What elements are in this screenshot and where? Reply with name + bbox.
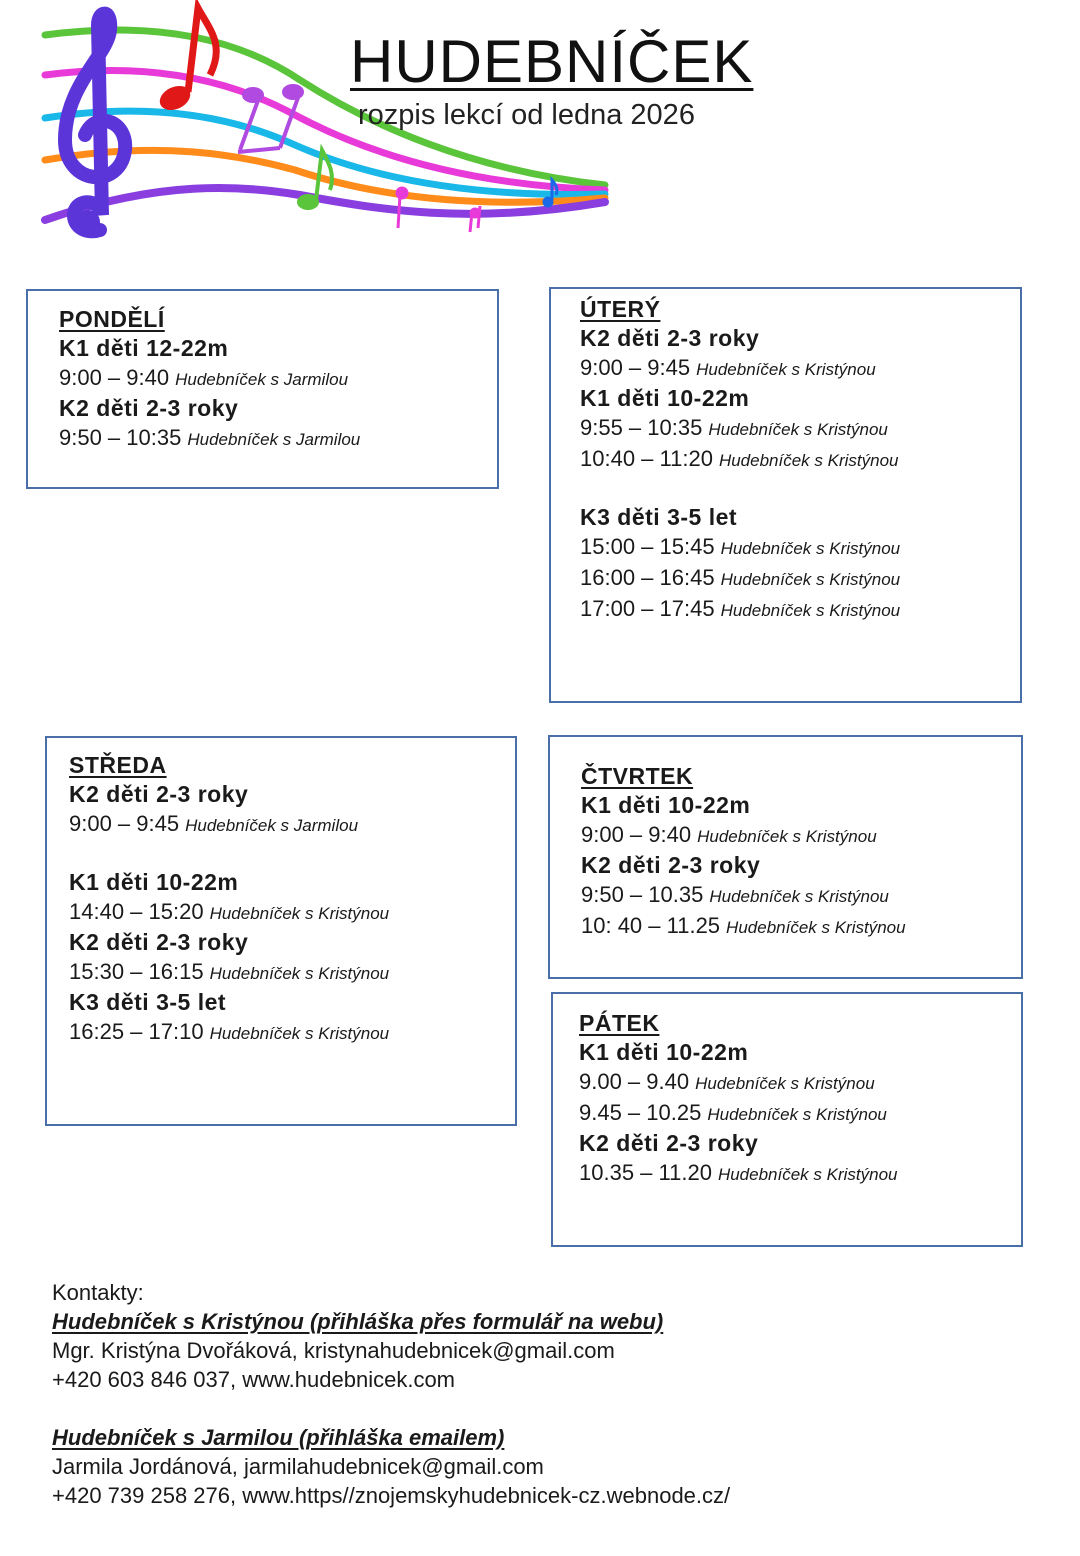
slot-time: 10.35 – 11.20: [579, 1160, 712, 1185]
slot-teacher: Hudebníček s Kristýnou: [697, 827, 877, 846]
slot-time: 9:00 – 9:40: [59, 365, 170, 390]
slot-time: 9:00 – 9:45: [69, 811, 180, 836]
group-label: K3 děti 3-5 let: [580, 504, 738, 530]
contact-jarmila-title: Hudebníček s Jarmilou (přihláška emailem): [52, 1425, 505, 1450]
slot-time: 15:30 – 16:15: [69, 959, 204, 984]
time-slot: [580, 532, 900, 563]
slot-teacher: Hudebníček s Kristýnou: [708, 420, 888, 439]
slot-time: 9:50 – 10:35: [59, 425, 182, 450]
group-label: K2 děti 2-3 roky: [580, 325, 760, 351]
time-slot: [580, 413, 900, 444]
time-slot: [579, 1098, 897, 1129]
slot-teacher: Hudebníček s Kristýnou: [720, 601, 901, 620]
group-label: K1 děti 10-22m: [580, 385, 750, 411]
slot-teacher: Hudebníček s Kristýnou: [209, 964, 390, 983]
tuesday-schedule: [580, 295, 900, 625]
slot-teacher: Hudebníček s Kristýnou: [707, 1105, 887, 1124]
slot-teacher: Hudebníček s Kristýnou: [709, 887, 889, 906]
group-label: K2 děti 2-3 roky: [69, 929, 249, 955]
day-name: STŘEDA: [69, 752, 167, 778]
group-label: K2 děti 2-3 roky: [581, 852, 761, 878]
time-slot: [580, 594, 900, 625]
group-label: K3 děti 3-5 let: [69, 989, 227, 1015]
slot-teacher: Hudebníček s Kristýnou: [720, 570, 901, 589]
slot-time: 16:25 – 17:10: [69, 1019, 204, 1044]
time-slot: [580, 444, 900, 475]
time-slot: [69, 809, 389, 840]
slot-time: 9:00 – 9:40: [581, 822, 692, 847]
time-slot: [59, 423, 360, 454]
slot-teacher: Hudebníček s Kristýnou: [209, 1024, 390, 1043]
group-label: K2 děti 2-3 roky: [69, 781, 249, 807]
wednesday-schedule: [69, 751, 389, 1048]
day-name: ČTVRTEK: [581, 763, 694, 789]
time-slot: [69, 1017, 389, 1048]
slot-time: 16:00 – 16:45: [580, 565, 715, 590]
group-label: K1 děti 10-22m: [69, 869, 239, 895]
thursday-schedule: [581, 762, 906, 942]
time-slot: [69, 957, 389, 988]
spacer: [580, 475, 900, 503]
slot-time: 9.00 – 9.40: [579, 1069, 690, 1094]
time-slot: [581, 911, 906, 942]
monday-schedule: [59, 305, 360, 454]
slot-time: 10:40 – 11:20: [580, 446, 713, 471]
slot-teacher: Hudebníček s Kristýnou: [718, 451, 899, 470]
time-slot: [580, 563, 900, 594]
contact-kristyna-title: Hudebníček s Kristýnou (přihláška přes formulář na webu): [52, 1309, 664, 1334]
time-slot: [59, 363, 360, 394]
slot-teacher: Hudebníček s Kristýnou: [726, 918, 906, 937]
slot-time: 9:55 – 10:35: [580, 415, 703, 440]
contacts-heading: Kontakty:: [52, 1280, 144, 1305]
slot-time: 9.45 – 10.25: [579, 1100, 702, 1125]
contacts-section: [52, 1278, 1052, 1510]
day-name: PÁTEK: [579, 1010, 660, 1036]
day-name: ÚTERÝ: [580, 296, 661, 322]
group-label: K1 děti 12-22m: [59, 335, 229, 361]
contact-kristyna-line1[interactable]: Mgr. Kristýna Dvořáková, kristynahudebnicek@gmail.com: [52, 1338, 615, 1363]
contact-kristyna-line2[interactable]: +420 603 846 037, www.hudebnicek.com: [52, 1367, 456, 1392]
slot-time: 9:50 – 10.35: [581, 882, 704, 907]
slot-time: 15:00 – 15:45: [580, 534, 715, 559]
page-subtitle: rozpis lekcí od ledna 2026: [358, 99, 695, 131]
contact-jarmila-line2[interactable]: +420 739 258 276, www.https//znojemskyhudebnicek-cz.webnode.cz/: [52, 1483, 731, 1508]
page-title: HUDEBNÍČEK: [350, 28, 754, 95]
day-name: PONDĚLÍ: [59, 306, 165, 332]
time-slot: [69, 897, 389, 928]
time-slot: [581, 880, 906, 911]
slot-time: 10: 40 – 11.25: [581, 913, 721, 938]
slot-time: 14:40 – 15:20: [69, 899, 204, 924]
slot-teacher: Hudebníček s Jarmilou: [185, 816, 359, 835]
slot-teacher: Hudebníček s Jarmilou: [187, 430, 361, 449]
group-label: K2 děti 2-3 roky: [59, 395, 239, 421]
friday-schedule: [579, 1009, 897, 1189]
slot-teacher: Hudebníček s Kristýnou: [717, 1165, 898, 1184]
slot-teacher: Hudebníček s Kristýnou: [695, 1074, 875, 1093]
contact-jarmila-line1[interactable]: Jarmila Jordánová, jarmilahudebnicek@gmail.com: [52, 1454, 544, 1479]
slot-teacher: Hudebníček s Jarmilou: [175, 370, 349, 389]
group-label: K1 děti 10-22m: [579, 1039, 749, 1065]
group-label: K1 děti 10-22m: [581, 792, 751, 818]
slot-teacher: Hudebníček s Kristýnou: [696, 360, 876, 379]
slot-time: 17:00 – 17:45: [580, 596, 715, 621]
time-slot: [580, 353, 900, 384]
slot-teacher: Hudebníček s Kristýnou: [720, 539, 901, 558]
spacer: [69, 840, 389, 868]
slot-time: 9:00 – 9:45: [580, 355, 691, 380]
group-label: K2 děti 2-3 roky: [579, 1130, 759, 1156]
time-slot: [579, 1158, 897, 1189]
slot-teacher: Hudebníček s Kristýnou: [209, 904, 390, 923]
time-slot: [579, 1067, 897, 1098]
time-slot: [581, 820, 906, 851]
